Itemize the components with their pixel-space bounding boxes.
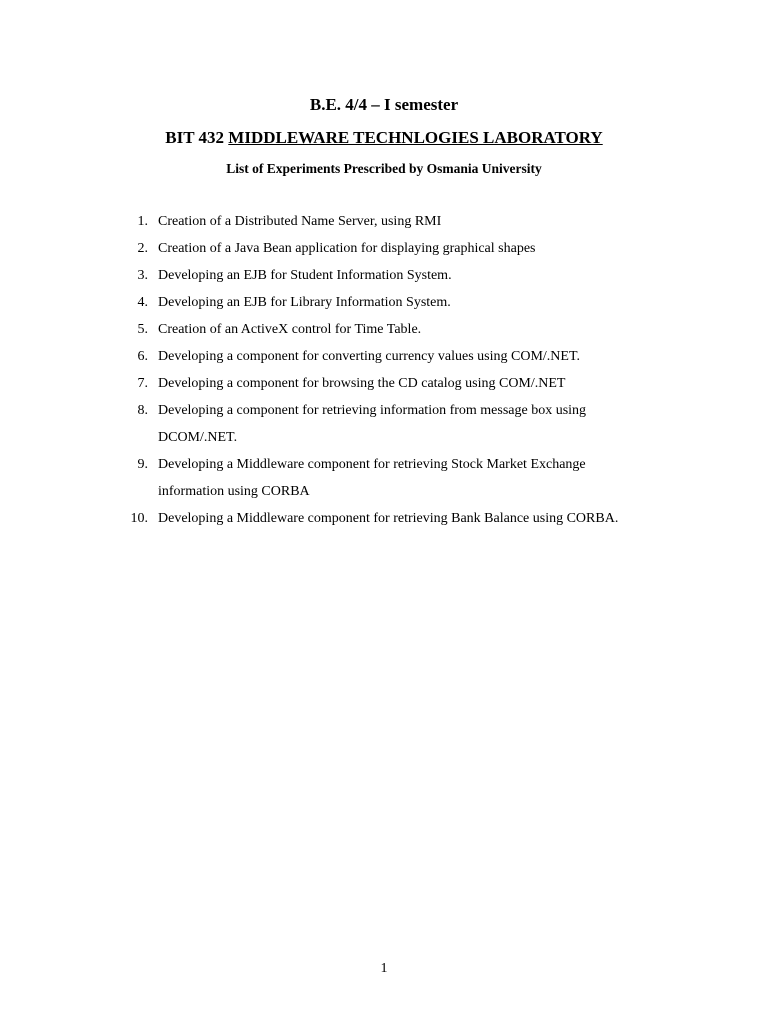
experiment-number: 5. <box>137 322 148 337</box>
experiment-text: Developing an EJB for Student Information System. <box>158 268 452 283</box>
document-subtitle: List of Experiments Prescribed by Osmania University <box>226 161 542 176</box>
document-title: B.E. 4/4 – I semester <box>309 95 459 114</box>
experiment-number: 1. <box>137 214 148 229</box>
course-code: BIT 432 <box>165 128 225 147</box>
course-name: MIDDLEWARE TECHNLOGIES LABORATORY <box>228 128 603 147</box>
course-heading <box>0 127 768 149</box>
experiment-text: Developing a Middleware component for retrieving Stock Market Exchange <box>158 457 586 472</box>
experiment-text: Developing a component for retrieving information from message box using <box>158 403 587 418</box>
experiment-text: Developing a component for browsing the CD catalog using COM/.NET <box>158 376 566 391</box>
experiment-number: 10. <box>130 511 148 526</box>
experiment-text: Creation of a Java Bean application for displaying graphical shapes <box>158 241 536 256</box>
experiment-text: information using CORBA <box>158 484 310 499</box>
experiment-text: Developing an EJB for Library Information System. <box>158 295 451 310</box>
page-number: 1 <box>380 961 388 976</box>
experiment-text: Creation of a Distributed Name Server, using RMI <box>158 214 442 229</box>
experiment-text: DCOM/.NET. <box>158 430 238 445</box>
experiment-text: Creation of an ActiveX control for Time Table. <box>158 322 422 337</box>
experiment-number: 2. <box>137 241 148 256</box>
experiment-text: Developing a component for converting currency values using COM/.NET. <box>158 349 580 364</box>
experiment-number: 3. <box>137 268 148 283</box>
experiment-number: 6. <box>137 349 148 364</box>
experiment-text: Developing a Middleware component for retrieving Bank Balance using CORBA. <box>158 511 619 526</box>
experiment-number: 8. <box>137 403 148 418</box>
experiment-number: 9. <box>137 457 148 472</box>
experiment-number: 4. <box>137 295 148 310</box>
experiment-number: 7. <box>137 376 148 391</box>
